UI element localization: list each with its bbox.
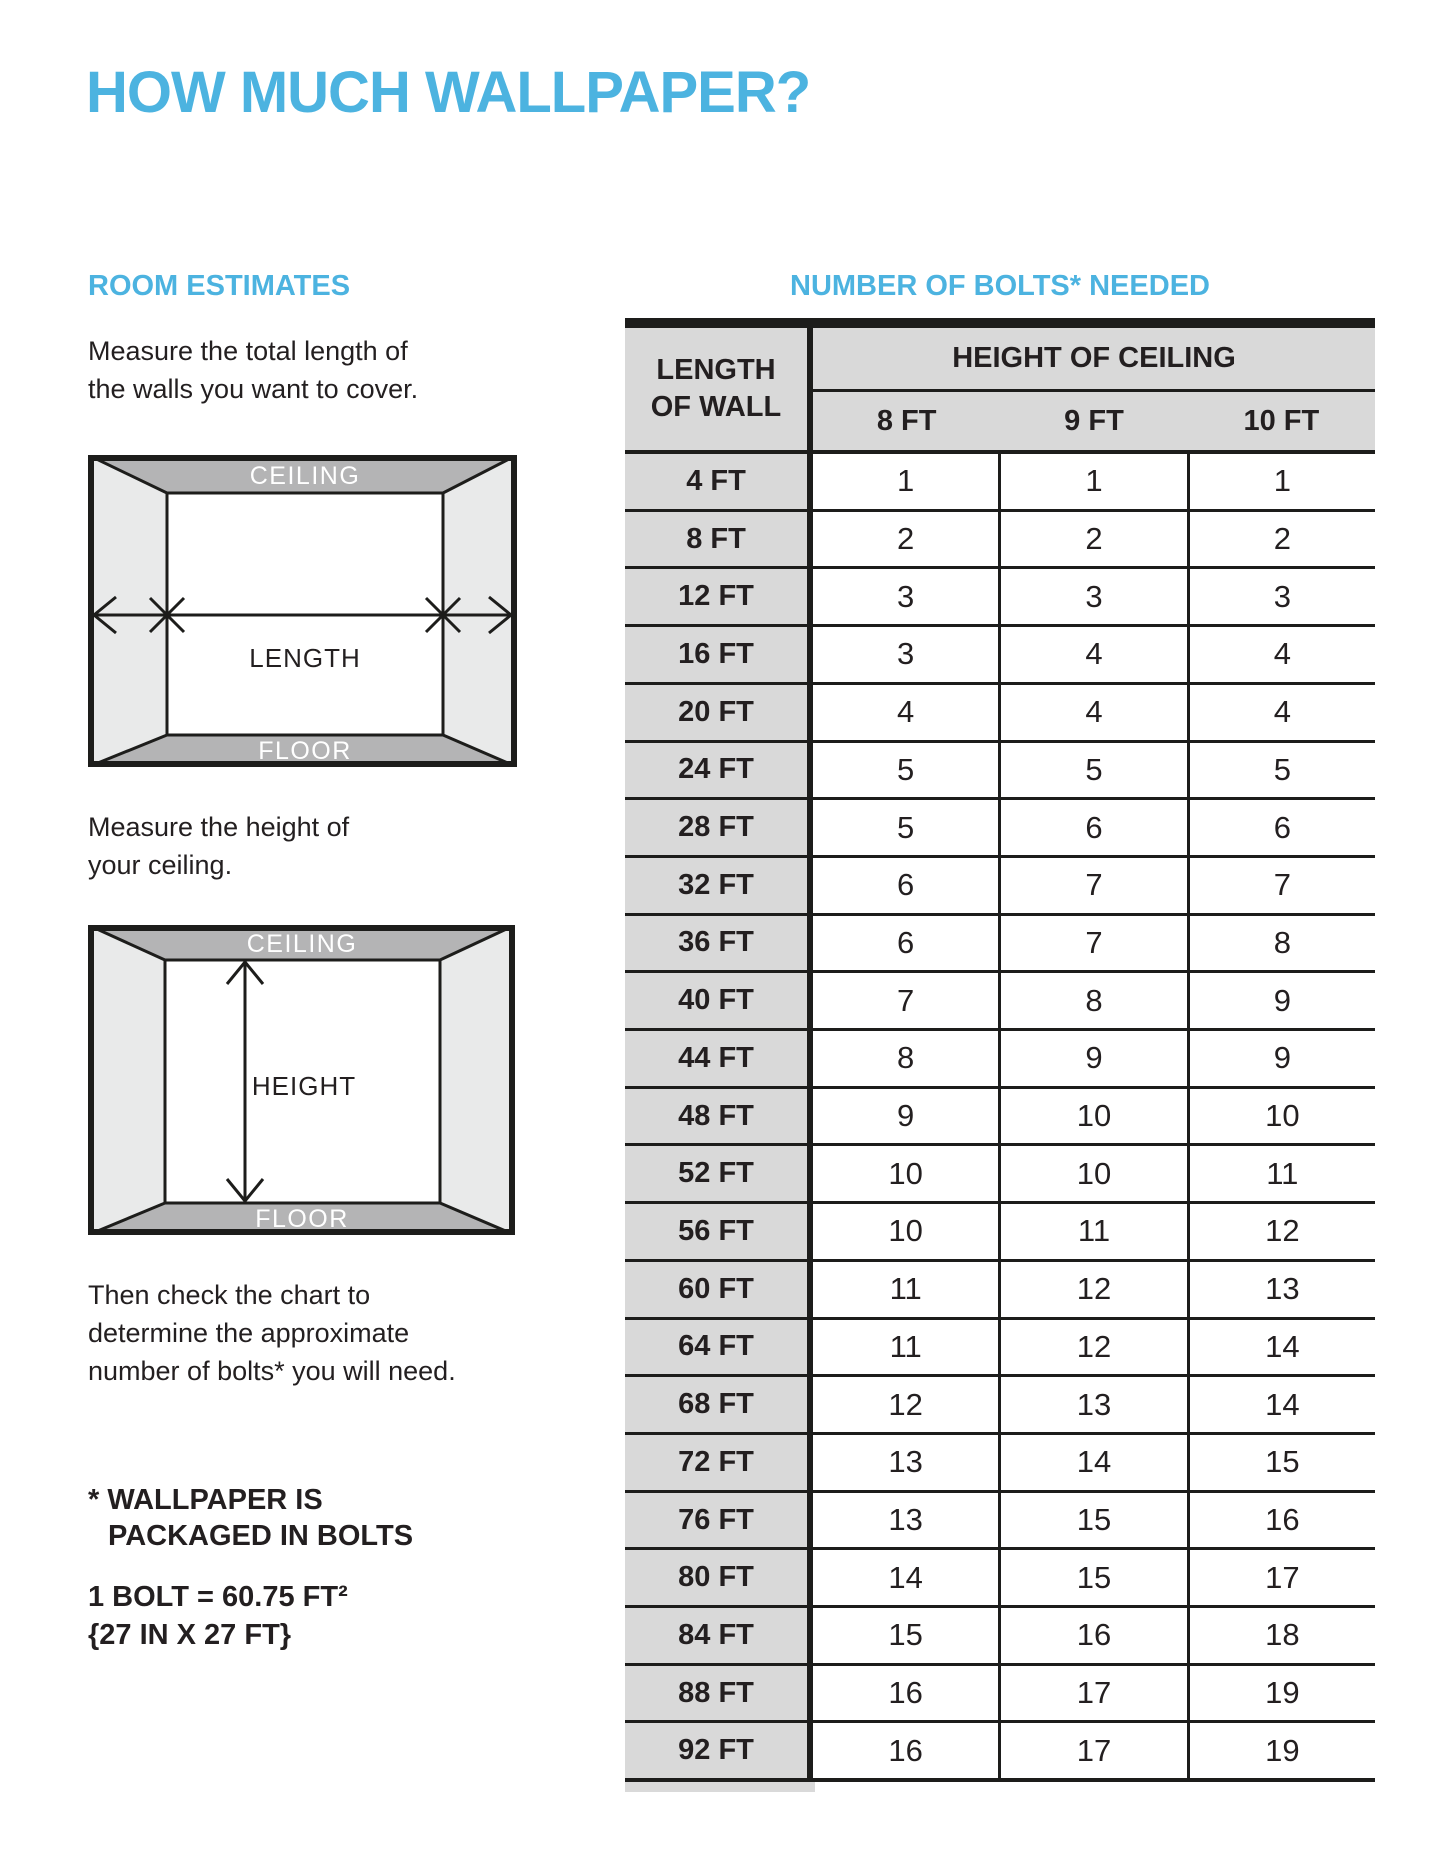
table-row	[625, 1143, 1375, 1201]
wall-length-cell: 16 FT	[625, 627, 807, 682]
bolt-count-cell: 1	[1187, 454, 1375, 509]
length-of-wall-header	[625, 328, 807, 450]
wall-length-cell: 24 FT	[625, 743, 807, 798]
bolt-count-cell: 8	[813, 1031, 998, 1086]
table-row	[625, 1720, 1375, 1778]
wall-length-cell: 44 FT	[625, 1031, 807, 1086]
bolt-count-cell: 3	[998, 569, 1186, 624]
table-row	[625, 1605, 1375, 1663]
bolt-count-cell: 10	[1187, 1089, 1375, 1144]
bolt-count-cell: 6	[813, 916, 998, 971]
bolt-count-cell: 19	[1187, 1723, 1375, 1778]
wall-length-cell: 28 FT	[625, 800, 807, 855]
bolt-count-cell: 17	[998, 1723, 1186, 1778]
room-estimates-heading: ROOM ESTIMATES	[88, 270, 351, 302]
bolt-count-cell: 10	[813, 1146, 998, 1201]
bolts-table	[625, 318, 1375, 1792]
bolt-info-line: {27 IN X 27 FT}	[88, 1619, 292, 1651]
bolt-count-cell: 15	[998, 1550, 1186, 1605]
table-row	[625, 624, 1375, 682]
table-row	[625, 740, 1375, 798]
left-wall-surface	[88, 925, 165, 1235]
bolt-count-cell: 10	[998, 1089, 1186, 1144]
wall-length-cell: 76 FT	[625, 1493, 807, 1548]
bolt-count-cell: 7	[998, 916, 1186, 971]
table-row	[625, 1547, 1375, 1605]
bolt-count-cell: 10	[813, 1204, 998, 1259]
wall-length-cell: 88 FT	[625, 1666, 807, 1721]
header-line: LENGTH	[656, 354, 776, 386]
table-row	[625, 1201, 1375, 1259]
room-perspective	[88, 455, 517, 767]
table-footer-tab	[625, 1782, 815, 1792]
bolt-count-cell: 9	[813, 1089, 998, 1144]
bolt-count-cell: 2	[1187, 512, 1375, 567]
table-row	[625, 1374, 1375, 1432]
column-header-10ft: 10 FT	[1243, 404, 1320, 437]
bolt-count-cell: 3	[813, 569, 998, 624]
instruction-line: Then check the chart to	[88, 1280, 371, 1310]
table-row	[625, 913, 1375, 971]
wall-length-cell: 60 FT	[625, 1262, 807, 1317]
length-label: LENGTH	[249, 643, 361, 673]
instruction-line: number of bolts* you will need.	[88, 1356, 456, 1386]
bolt-count-cell: 4	[813, 685, 998, 740]
bolt-count-cell: 4	[998, 685, 1186, 740]
bolt-count-cell: 10	[998, 1146, 1186, 1201]
table-row	[625, 1432, 1375, 1490]
bolt-count-cell: 13	[998, 1377, 1186, 1432]
bolt-count-cell: 16	[813, 1666, 998, 1721]
bolt-count-cell: 3	[1187, 569, 1375, 624]
bolt-count-cell: 5	[813, 743, 998, 798]
table-row	[625, 1259, 1375, 1317]
bolt-count-cell: 13	[1187, 1262, 1375, 1317]
bolt-count-cell: 11	[813, 1320, 998, 1375]
bolt-count-cell: 15	[1187, 1435, 1375, 1490]
table-row	[625, 1086, 1375, 1144]
bolt-count-cell: 15	[998, 1493, 1186, 1548]
floor-label: FLOOR	[255, 1205, 349, 1233]
wall-length-cell: 64 FT	[625, 1320, 807, 1375]
bolt-count-cell: 19	[1187, 1666, 1375, 1721]
bolts-needed-heading: NUMBER OF BOLTS* NEEDED	[790, 270, 1210, 302]
bolt-count-cell: 2	[813, 512, 998, 567]
table-row	[625, 1028, 1375, 1086]
wall-length-cell: 40 FT	[625, 973, 807, 1028]
wall-length-cell: 92 FT	[625, 1723, 807, 1778]
bolt-count-cell: 12	[998, 1320, 1186, 1375]
height-of-ceiling-header: HEIGHT OF CEILING	[813, 328, 1375, 392]
wall-length-cell: 4 FT	[625, 454, 807, 509]
bolt-count-cell: 12	[1187, 1204, 1375, 1259]
table-row	[625, 454, 1375, 509]
bolt-count-cell: 11	[998, 1204, 1186, 1259]
bolt-count-cell: 16	[1187, 1493, 1375, 1548]
table-row	[625, 1317, 1375, 1375]
bolt-count-cell: 11	[1187, 1146, 1375, 1201]
bolt-count-cell: 6	[998, 800, 1186, 855]
ceiling-label: CEILING	[249, 462, 361, 490]
bolt-count-cell: 12	[998, 1262, 1186, 1317]
bolt-count-cell: 6	[813, 858, 998, 913]
instruction-line: Measure the height of	[88, 812, 350, 842]
bolt-count-cell: 5	[813, 800, 998, 855]
wallpaper-footnote	[88, 1482, 413, 1554]
bolt-count-cell: 13	[813, 1493, 998, 1548]
bolt-count-cell: 6	[1187, 800, 1375, 855]
wall-length-cell: 56 FT	[625, 1204, 807, 1259]
bolt-count-cell: 17	[998, 1666, 1186, 1721]
footnote-line: PACKAGED IN BOLTS	[108, 1520, 414, 1552]
bolt-count-cell: 8	[998, 973, 1186, 1028]
table-row	[625, 855, 1375, 913]
wall-length-cell: 80 FT	[625, 1550, 807, 1605]
bolt-count-cell: 16	[813, 1723, 998, 1778]
height-label: HEIGHT	[251, 1071, 357, 1101]
right-wall-surface	[440, 925, 515, 1235]
wall-length-cell: 48 FT	[625, 1089, 807, 1144]
column-headers-row	[813, 392, 1375, 450]
bolt-size-info	[88, 1578, 348, 1654]
wall-length-cell: 52 FT	[625, 1146, 807, 1201]
instruction-line: Measure the total length of	[88, 336, 408, 366]
bolt-count-cell: 1	[813, 454, 998, 509]
wall-length-cell: 68 FT	[625, 1377, 807, 1432]
bolt-count-cell: 9	[1187, 1031, 1375, 1086]
bolt-count-cell: 14	[1187, 1320, 1375, 1375]
table-row	[625, 682, 1375, 740]
bolt-count-cell: 14	[813, 1550, 998, 1605]
wall-length-cell: 36 FT	[625, 916, 807, 971]
bolt-count-cell: 5	[998, 743, 1186, 798]
bolt-count-cell: 5	[1187, 743, 1375, 798]
page-title: HOW MUCH WALLPAPER?	[86, 60, 811, 125]
bolt-count-cell: 11	[813, 1262, 998, 1317]
instruction-line: the walls you want to cover.	[88, 374, 419, 404]
instruction-measure-height	[88, 808, 349, 884]
bolt-count-cell: 8	[1187, 916, 1375, 971]
header-line: OF WALL	[650, 391, 782, 423]
bolt-count-cell: 7	[1187, 858, 1375, 913]
bolt-count-cell: 17	[1187, 1550, 1375, 1605]
bolt-count-cell: 2	[998, 512, 1186, 567]
table-row	[625, 1490, 1375, 1548]
table-row	[625, 970, 1375, 1028]
wall-length-cell: 72 FT	[625, 1435, 807, 1490]
ceiling-height-header-group	[813, 328, 1375, 450]
ceiling-label: CEILING	[246, 930, 358, 958]
bolt-count-cell: 14	[1187, 1377, 1375, 1432]
bolt-count-cell: 18	[1187, 1608, 1375, 1663]
table-row	[625, 797, 1375, 855]
table-row	[625, 566, 1375, 624]
instruction-measure-length	[88, 332, 418, 408]
column-header-9ft: 9 FT	[1064, 404, 1124, 437]
room-height-diagram	[88, 925, 515, 1235]
wall-length-cell: 12 FT	[625, 569, 807, 624]
bolt-count-cell: 4	[1187, 627, 1375, 682]
table-row	[625, 509, 1375, 567]
wall-length-cell: 8 FT	[625, 512, 807, 567]
bolt-count-cell: 7	[813, 973, 998, 1028]
wall-length-cell: 32 FT	[625, 858, 807, 913]
footnote-line: * WALLPAPER IS	[88, 1484, 323, 1516]
bolt-count-cell: 14	[998, 1435, 1186, 1490]
bolt-count-cell: 4	[998, 627, 1186, 682]
bolt-count-cell: 16	[998, 1608, 1186, 1663]
column-header-8ft: 8 FT	[876, 404, 937, 437]
bolt-count-cell: 9	[1187, 973, 1375, 1028]
bolt-count-cell: 1	[998, 454, 1186, 509]
instruction-check-chart	[88, 1276, 456, 1390]
bolt-count-cell: 4	[1187, 685, 1375, 740]
table-body	[625, 454, 1375, 1778]
bolt-count-cell: 9	[998, 1031, 1186, 1086]
bolt-count-cell: 12	[813, 1377, 998, 1432]
instruction-line: determine the approximate	[88, 1318, 410, 1348]
table-header	[625, 328, 1375, 450]
bolt-count-cell: 7	[998, 858, 1186, 913]
table-top-rule	[625, 318, 1375, 328]
room-length-diagram	[88, 455, 517, 767]
bolt-count-cell: 15	[813, 1608, 998, 1663]
table-row	[625, 1663, 1375, 1721]
bolt-count-cell: 3	[813, 627, 998, 682]
floor-label: FLOOR	[258, 737, 352, 765]
instruction-line: your ceiling.	[88, 850, 233, 880]
wall-length-cell: 20 FT	[625, 685, 807, 740]
bolt-count-cell: 13	[813, 1435, 998, 1490]
bolt-info-line: 1 BOLT = 60.75 FT²	[88, 1581, 348, 1613]
wall-length-cell: 84 FT	[625, 1608, 807, 1663]
